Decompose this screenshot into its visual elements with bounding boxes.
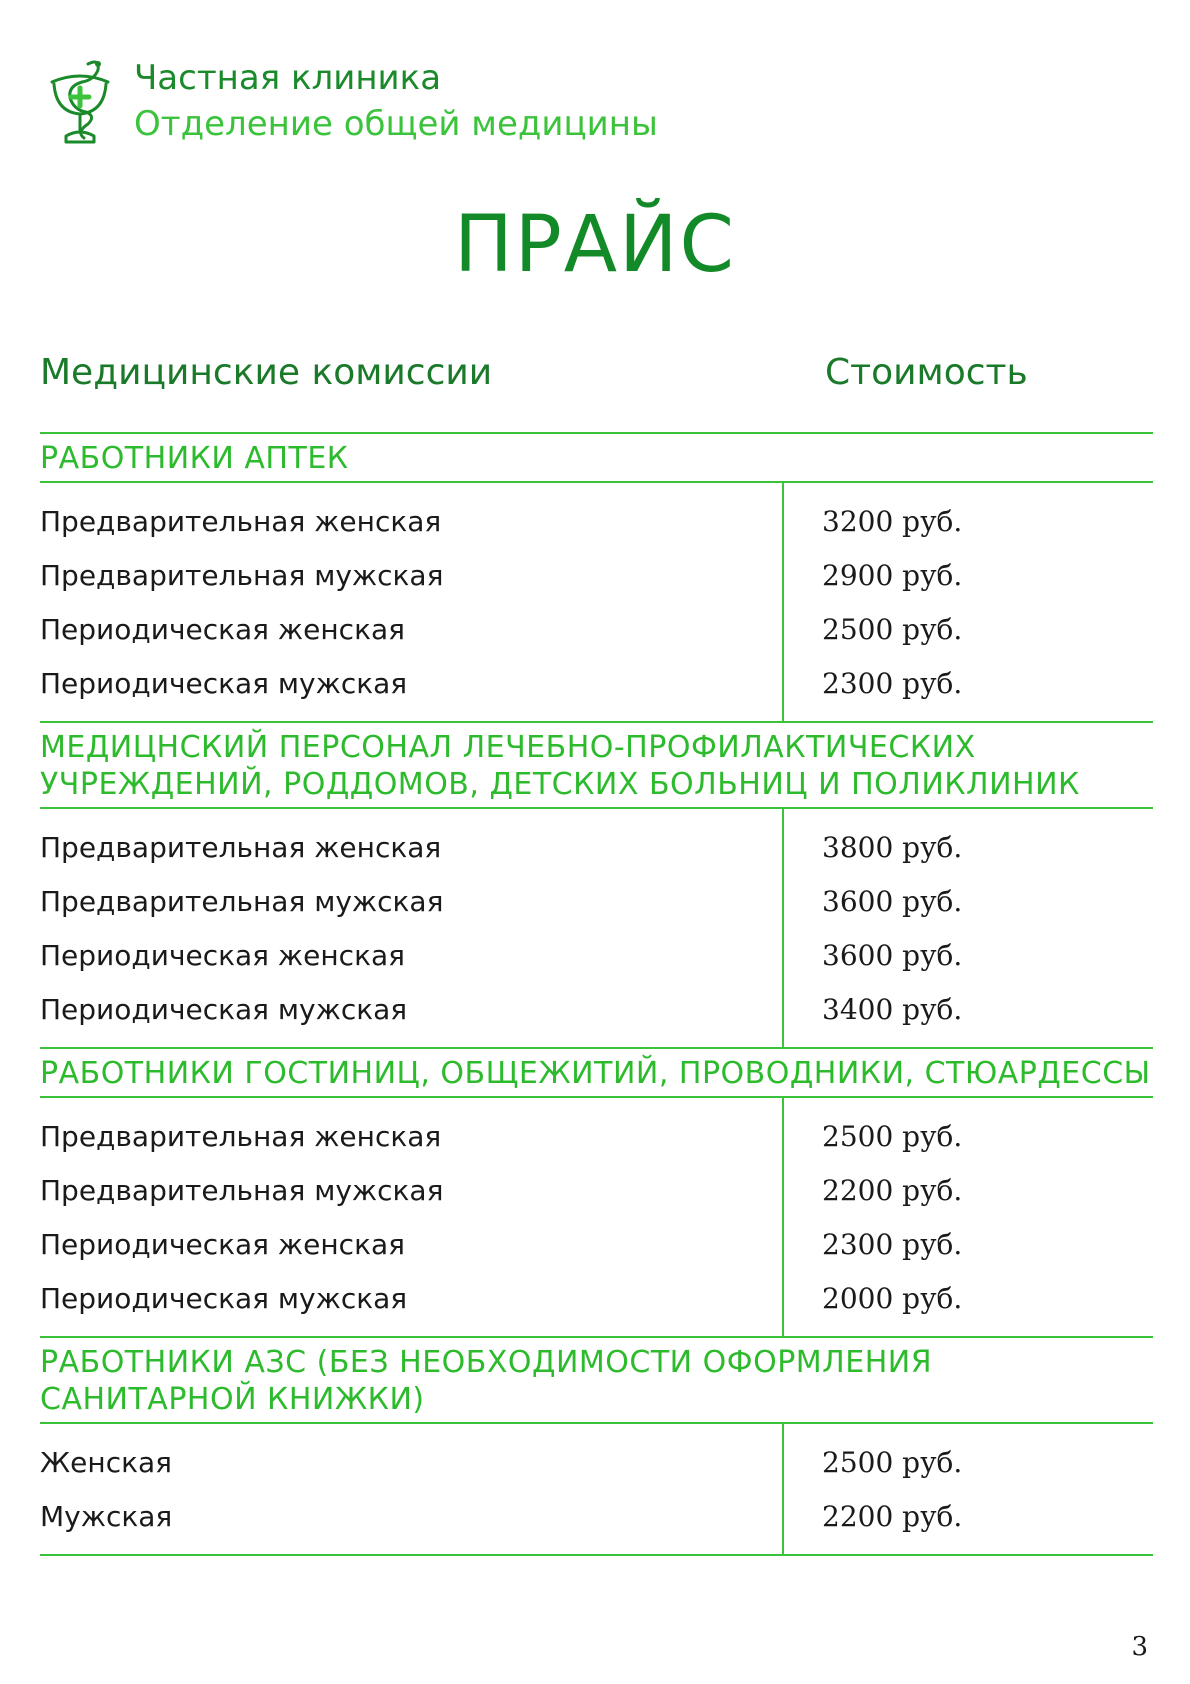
service-price: 2000 руб. [822, 1282, 963, 1315]
price-row [40, 657, 1153, 711]
clinic-name: Частная клиника [134, 58, 442, 98]
service-label: Периодическая мужская [40, 667, 408, 700]
price-row [40, 1110, 1153, 1164]
service-label: Предварительная женская [40, 831, 442, 864]
price-table [40, 432, 1153, 1556]
service-price: 2200 руб. [822, 1500, 963, 1533]
service-label: Предварительная мужская [40, 1174, 444, 1207]
service-price: 2500 руб. [822, 1120, 963, 1153]
page-title: ПРАЙС [454, 200, 736, 290]
price-section [40, 721, 1153, 1047]
section-title: РАБОТНИКИ АПТЕК [40, 432, 1153, 483]
price-row [40, 875, 1153, 929]
section-rows [40, 1424, 1153, 1554]
service-label: Периодическая женская [40, 939, 405, 972]
bowl-of-hygieia-icon [48, 52, 112, 148]
service-price: 2300 руб. [822, 667, 963, 700]
price-section [40, 432, 1153, 721]
service-price: 2500 руб. [822, 613, 963, 646]
service-price: 3600 руб. [822, 885, 963, 918]
service-label: Предварительная женская [40, 505, 442, 538]
service-price: 2200 руб. [822, 1174, 963, 1207]
service-price: 2900 руб. [822, 559, 963, 592]
service-label: Периодическая мужская [40, 1282, 408, 1315]
price-row [40, 1490, 1153, 1544]
column-header-services: Медицинские комиссии [40, 352, 493, 393]
price-row [40, 603, 1153, 657]
service-price: 3200 руб. [822, 505, 963, 538]
service-price: 2500 руб. [822, 1446, 963, 1479]
service-price: 2300 руб. [822, 1228, 963, 1261]
price-row [40, 1218, 1153, 1272]
service-label: Женская [40, 1446, 173, 1479]
price-row [40, 1272, 1153, 1326]
service-label: Предварительная мужская [40, 885, 444, 918]
price-row [40, 983, 1153, 1037]
service-label: Предварительная мужская [40, 559, 444, 592]
price-section [40, 1047, 1153, 1336]
price-row [40, 549, 1153, 603]
department-name: Отделение общей медицины [134, 104, 658, 144]
service-price: 3400 руб. [822, 993, 963, 1026]
service-label: Периодическая женская [40, 1228, 405, 1261]
service-label: Мужская [40, 1500, 173, 1533]
section-title: РАБОТНИКИ АЗС (БЕЗ НЕОБХОДИМОСТИ ОФОРМЛЕНИЯ САНИТАРНОЙ КНИЖКИ) [40, 1336, 1153, 1424]
page-number: 3 [1131, 1632, 1148, 1662]
section-title: МЕДИЦНСКИЙ ПЕРСОНАЛ ЛЕЧЕБНО-ПРОФИЛАКТИЧЕСКИХ УЧРЕЖДЕНИЙ, РОДДОМОВ, ДЕТСКИХ БОЛЬНИЦ И ПОЛИКЛИНИК [40, 721, 1153, 809]
price-row [40, 929, 1153, 983]
section-rows [40, 1098, 1153, 1336]
service-price: 3600 руб. [822, 939, 963, 972]
price-row [40, 1436, 1153, 1490]
section-rows [40, 809, 1153, 1047]
service-label: Периодическая женская [40, 613, 405, 646]
price-row [40, 495, 1153, 549]
section-rows [40, 483, 1153, 721]
service-label: Периодическая мужская [40, 993, 408, 1026]
price-row [40, 1164, 1153, 1218]
price-section [40, 1336, 1153, 1556]
price-row [40, 821, 1153, 875]
table-bottom-divider [40, 1554, 1153, 1556]
service-price: 3800 руб. [822, 831, 963, 864]
section-title: РАБОТНИКИ ГОСТИНИЦ, ОБЩЕЖИТИЙ, ПРОВОДНИКИ, СТЮАРДЕССЫ [40, 1047, 1153, 1098]
service-label: Предварительная женская [40, 1120, 442, 1153]
column-header-price: Стоимость [825, 352, 1028, 393]
